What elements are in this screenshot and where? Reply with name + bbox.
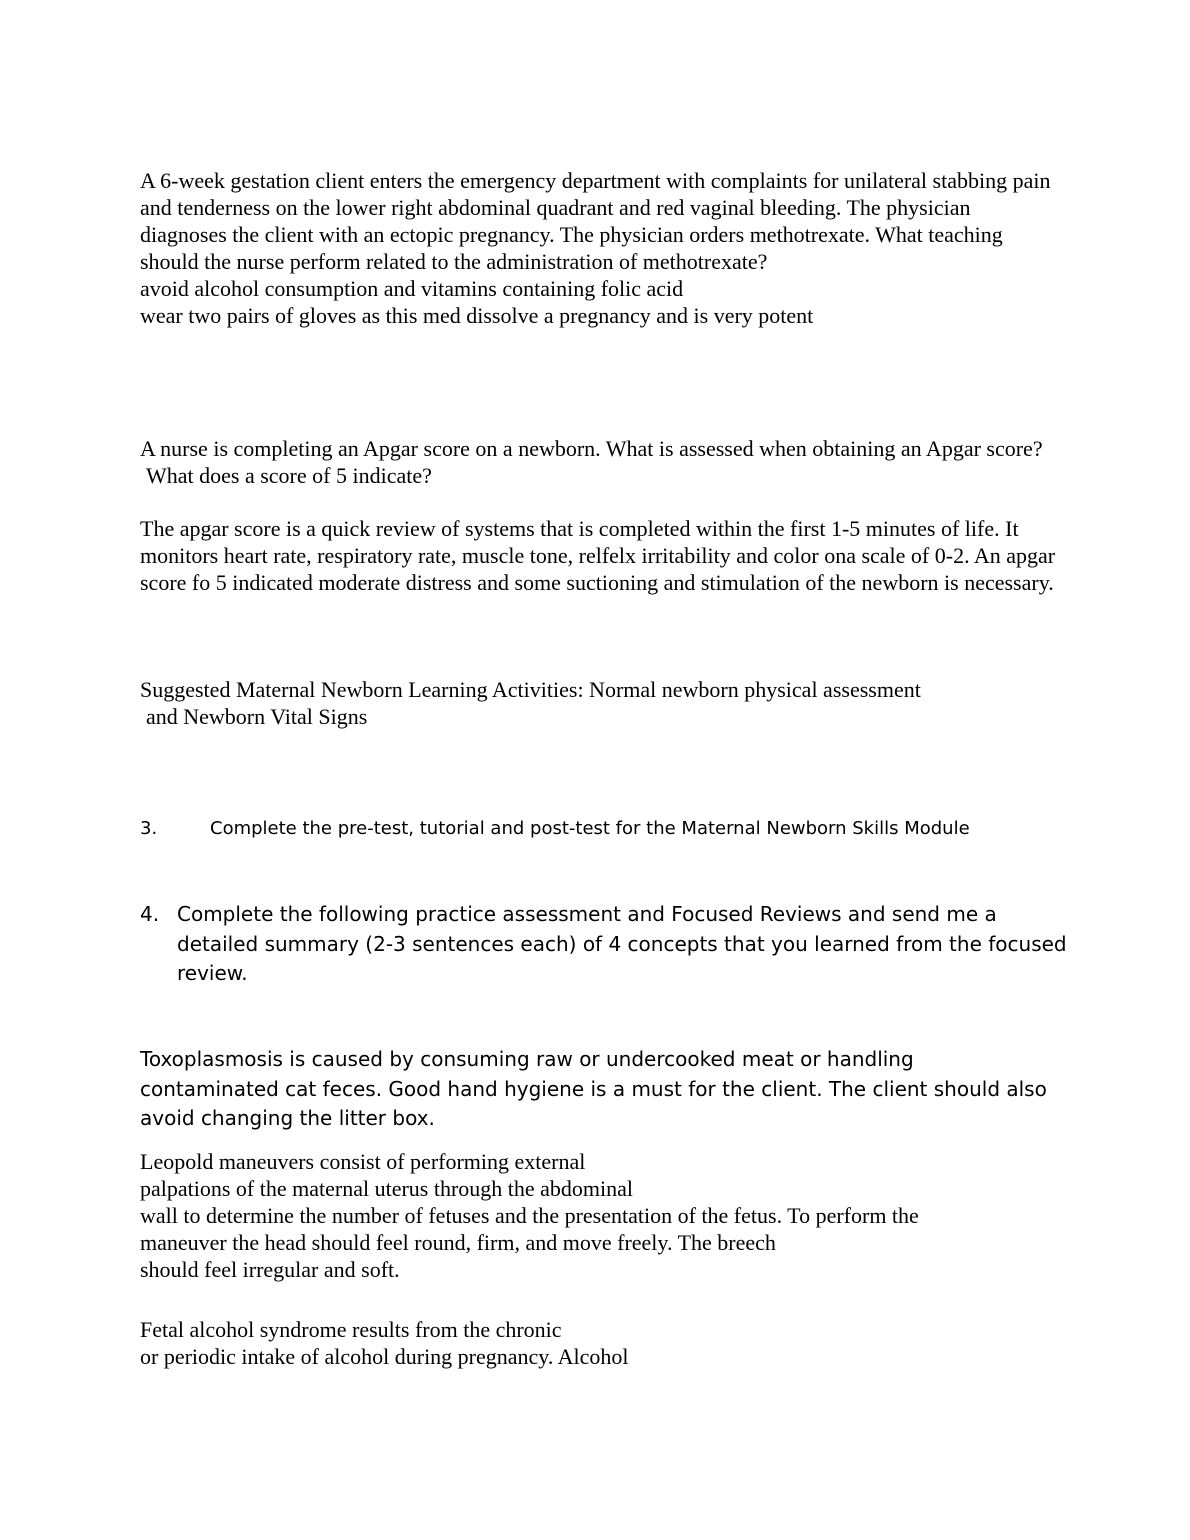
list-text bbox=[177, 900, 1097, 989]
text-line: review. bbox=[177, 961, 248, 985]
text-line: Suggested Maternal Newborn Learning Activities: Normal newborn physical assessment bbox=[140, 677, 921, 702]
text-line: palpations of the maternal uterus through the abdominal bbox=[140, 1176, 634, 1201]
text-line: diagnoses the client with an ectopic pregnancy. The physician orders methotrexate. What teaching bbox=[140, 222, 1003, 247]
apgar-answer bbox=[140, 515, 1130, 596]
text-line: avoid alcohol consumption and vitamins containing folic acid bbox=[140, 276, 684, 301]
suggested-activities bbox=[140, 676, 1130, 730]
text-line: maneuver the head should feel round, firm, and move freely. The breech bbox=[140, 1230, 776, 1255]
text-line: What does a score of 5 indicate? bbox=[146, 463, 432, 488]
text-line: wall to determine the number of fetuses and the presentation of the fetus. To perform the bbox=[140, 1203, 919, 1228]
text-line: should the nurse perform related to the administration of methotrexate? bbox=[140, 249, 768, 274]
text-line: A 6-week gestation client enters the emergency department with complaints for unilateral stabbing pain bbox=[140, 168, 1051, 193]
text-line: score fo 5 indicated moderate distress and some suctioning and stimulation of the newborn is necessary. bbox=[140, 570, 1054, 595]
leopold-paragraph bbox=[140, 1148, 1130, 1283]
text-line: contaminated cat feces. Good hand hygiene is a must for the client. The client should also bbox=[140, 1076, 1047, 1101]
fetal-alcohol-paragraph bbox=[140, 1316, 1130, 1370]
text-line: Toxoplasmosis is caused by consuming raw or undercooked meat or handling bbox=[140, 1047, 914, 1071]
list-number: 4. bbox=[140, 902, 160, 926]
text-line: The apgar score is a quick review of systems that is completed within the first 1-5 minutes of life. It bbox=[140, 516, 1019, 541]
text-line: avoid changing the litter box. bbox=[140, 1106, 435, 1130]
text-line: A nurse is completing an Apgar score on a newborn. What is assessed when obtaining an Apgar score? bbox=[140, 436, 1043, 461]
toxoplasmosis-paragraph bbox=[140, 1045, 1130, 1134]
text-line: detailed summary (2-3 sentences each) of 4 concepts that you learned from the focused bbox=[177, 931, 1067, 956]
text-line: should feel irregular and soft. bbox=[140, 1257, 400, 1282]
text-line: Leopold maneuvers consist of performing external bbox=[140, 1149, 586, 1174]
text-line: wear two pairs of gloves as this med dissolve a pregnancy and is very potent bbox=[140, 303, 814, 328]
list-number: 3. bbox=[140, 818, 158, 839]
text-line: Fetal alcohol syndrome results from the chronic bbox=[140, 1317, 562, 1342]
text-line: and Newborn Vital Signs bbox=[146, 704, 368, 729]
list-text: Complete the pre-test, tutorial and post-test for the Maternal Newborn Skills Module bbox=[210, 818, 970, 839]
methotrexate-question bbox=[140, 167, 1130, 329]
apgar-question bbox=[140, 435, 1130, 489]
text-line: Complete the following practice assessment and Focused Reviews and send me a bbox=[177, 902, 997, 926]
text-line: and tenderness on the lower right abdominal quadrant and red vaginal bleeding. The physician bbox=[140, 195, 971, 220]
text-line: or periodic intake of alcohol during pregnancy. Alcohol bbox=[140, 1344, 629, 1369]
text-line: monitors heart rate, respiratory rate, muscle tone, relfelx irritability and color ona scale of 0-2. An apgar bbox=[140, 543, 1056, 568]
list-item-3 bbox=[140, 816, 1130, 842]
